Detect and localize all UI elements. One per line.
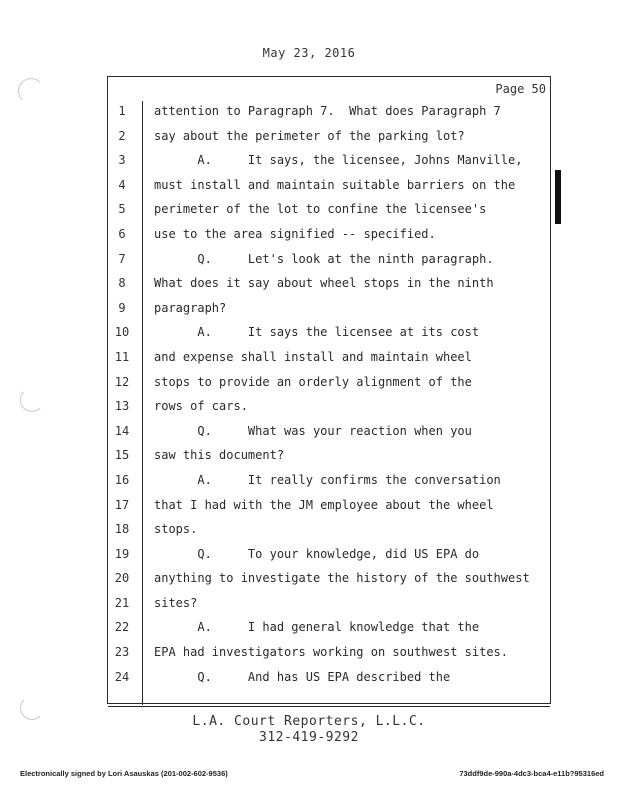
line-text: A. It says the licensee at its cost [154,325,480,340]
transcript-line [108,591,550,616]
transcript-line [108,173,550,198]
page-number: Page 50 [495,82,546,96]
line-text: stops. [154,522,198,537]
line-number: 19 [114,546,130,561]
line-number: 16 [114,472,130,487]
transcript-line [108,222,550,247]
line-text: perimeter of the lot to confine the licensee's [154,202,487,217]
line-text: stops to provide an orderly alignment of the [154,374,472,389]
binder-hole-middle [20,388,44,412]
line-number: 2 [118,128,126,143]
signature-note: Electronically signed by Lori Asauskas (201-002-602-9536) [20,769,228,778]
line-number: 6 [118,226,126,241]
transcript-line [108,247,550,272]
transcript-lines [108,99,550,689]
line-number: 14 [114,423,130,438]
line-text: attention to Paragraph 7. What does Paragraph 7 [154,104,501,118]
line-text: rows of cars. [154,399,248,414]
transcript-page-frame [107,76,551,704]
line-number: 13 [114,399,130,414]
line-number: 24 [114,669,130,684]
transcript-line [108,394,550,419]
transcript-line [108,665,550,690]
line-text: Q. And has US EPA described the [154,669,451,684]
line-number: 4 [118,177,126,192]
line-number: 21 [114,595,130,610]
line-number: 20 [114,571,130,586]
line-text: must install and maintain suitable barriers on the [154,177,516,192]
line-number: 8 [118,276,126,291]
margin-marker-bar [555,170,561,224]
transcript-line [108,370,550,395]
transcript-line [108,615,550,640]
transcript-line [108,197,550,222]
transcript-line [108,542,550,567]
line-text: use to the area signified -- specified. [154,226,436,241]
transcript-line [108,419,550,444]
line-number: 22 [114,620,130,635]
line-number: 1 [118,104,126,118]
transcript-line [108,517,550,542]
footer-phone: 312-419-9292 [259,730,359,745]
transcript-line [108,493,550,518]
transcript-line [108,148,550,173]
line-text: paragraph? [154,300,227,315]
binder-hole-top [18,78,44,104]
transcript-line [108,271,550,296]
transcript-line [108,566,550,591]
line-text: A. It really confirms the conversation [154,472,501,487]
line-text: say about the perimeter of the parking lot? [154,128,465,143]
line-text: sites? [154,595,198,610]
line-text: that I had with the JM employee about the wheel [154,497,494,512]
line-text: saw this document? [154,448,285,463]
line-number: 15 [114,448,130,463]
line-number: 23 [114,645,130,660]
transcript-line [108,124,550,149]
line-number: 18 [114,522,130,537]
transcript-line [108,640,550,665]
line-text: Q. To your knowledge, did US EPA do [154,546,480,561]
line-text: A. I had general knowledge that the [154,620,480,635]
line-text: Q. What was your reaction when you [154,423,472,438]
transcript-line [108,345,550,370]
transcript-line [108,443,550,468]
line-number: 5 [118,202,126,217]
document-hash: 73ddf9de-990a-4dc3-bca4-e11b?95316ed [459,769,604,778]
footer-reporter: L.A. Court Reporters, L.L.C. [192,714,426,729]
line-number: 12 [114,374,130,389]
line-text: A. It says, the licensee, Johns Manville, [154,153,523,168]
header-date: May 23, 2016 [262,46,356,60]
line-text: Q. Let's look at the ninth paragraph. [154,251,494,266]
transcript-line [108,468,550,493]
line-text: and expense shall install and maintain wheel [154,349,472,364]
line-number: 11 [114,349,130,364]
line-number: 17 [114,497,130,512]
transcript-line [108,296,550,321]
line-text: anything to investigate the history of the southwest [154,571,530,586]
line-text: What does it say about wheel stops in the ninth [154,276,494,291]
line-number: 7 [118,251,126,266]
transcript-line [108,99,550,124]
transcript-line [108,320,550,345]
line-text: EPA had investigators working on southwest sites. [154,645,509,660]
line-number: 9 [118,300,126,315]
line-number: 3 [118,153,126,168]
line-number: 10 [114,325,130,340]
